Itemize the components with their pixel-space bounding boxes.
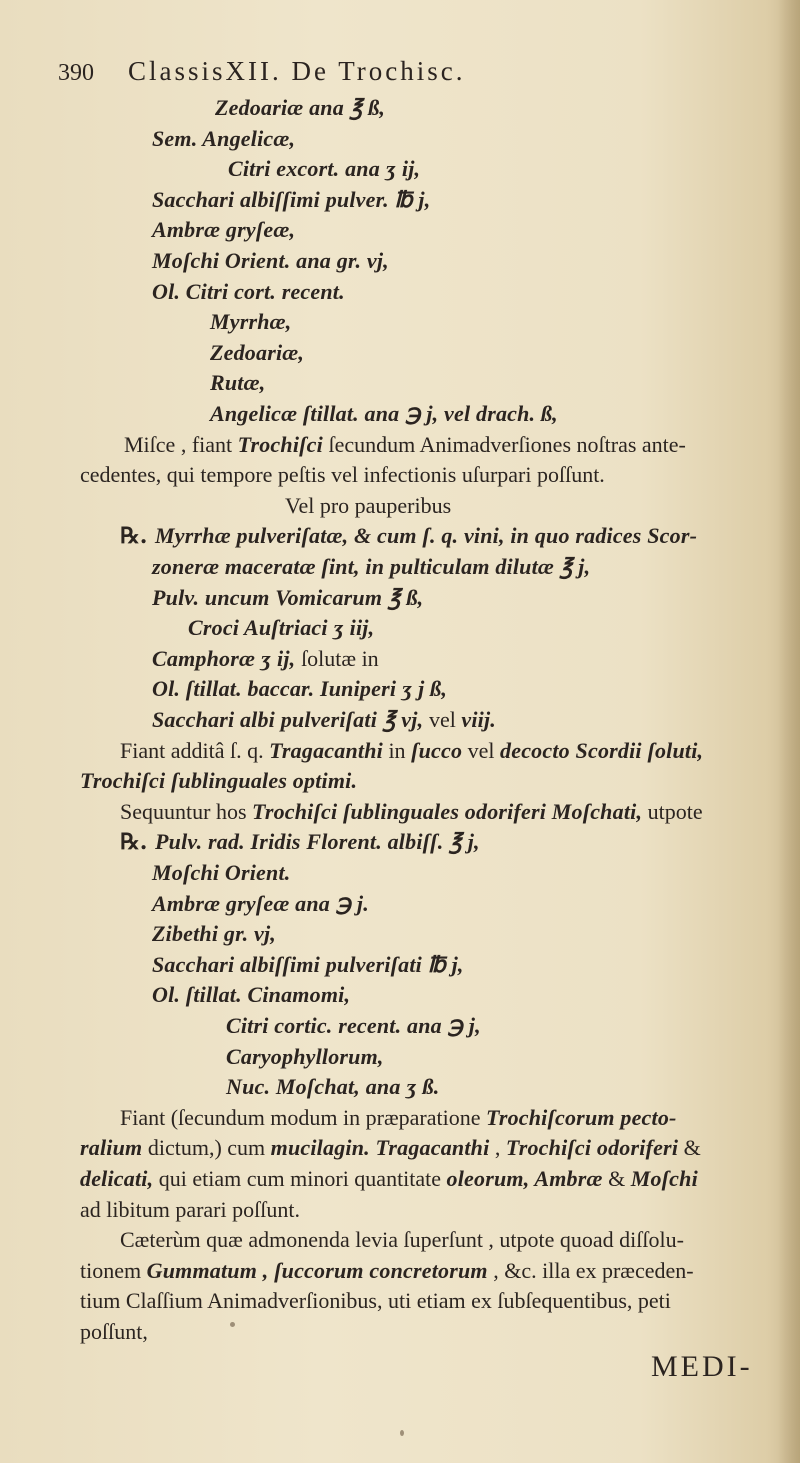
roman-text: Cæterùm quæ admonenda levia ſuperſunt , utpote quoad diſſolu-: [120, 1227, 684, 1252]
ink-spot: [400, 1430, 404, 1436]
italic-text: Moſchi: [630, 1166, 698, 1191]
italic-text: Moſchi Orient. ana gr. vj,: [152, 248, 389, 273]
italic-text: Rutæ,: [210, 370, 266, 395]
italic-text: Trochiſci odoriferi: [505, 1135, 679, 1160]
roman-text: ſecundum Animadverſiones noſtras ante-: [322, 432, 686, 457]
italic-text: Citri cortic. recent. ana ℈ j,: [226, 1013, 481, 1038]
text-line: [152, 124, 295, 154]
italic-text: mucilagin. Tragacanthi: [270, 1135, 490, 1160]
text-line: [152, 889, 369, 919]
italic-text: Caryophyllorum,: [226, 1044, 384, 1069]
roman-text: vel: [462, 738, 501, 763]
italic-text: Trochiſcorum pecto-: [486, 1105, 677, 1130]
italic-text: Zedoariæ,: [210, 340, 305, 365]
roman-text: Vel pro pauperibus: [285, 493, 452, 518]
text-line: [152, 644, 379, 674]
text-line: [152, 950, 464, 980]
roman-text: in: [382, 738, 412, 763]
text-line: [210, 368, 265, 398]
italic-text: Trochiſci: [237, 432, 323, 457]
text-line: [226, 1011, 481, 1041]
italic-text: Moſchi Orient.: [152, 860, 291, 885]
italic-text: Zibethi gr. vj,: [152, 921, 276, 946]
text-line: [210, 399, 558, 429]
italic-text: Trochiſci ſublinguales odoriferi Moſchati,: [252, 799, 643, 824]
text-line: [152, 215, 295, 245]
text-line: [120, 797, 703, 827]
italic-text: delicati,: [80, 1166, 154, 1191]
text-line: [228, 154, 420, 184]
text-line: [226, 1042, 384, 1072]
text-line: [152, 674, 447, 704]
italic-text: oleorum, Ambræ: [446, 1166, 603, 1191]
italic-text: Sacchari albiſſimi pulver. ℔ j,: [152, 187, 431, 212]
text-line: [215, 93, 385, 123]
italic-text: Croci Auſtriaci ʒ iij,: [188, 615, 375, 640]
italic-text: Sacchari albiſſimi pulveriſati ℔ j,: [152, 952, 464, 977]
text-line: [152, 919, 276, 949]
italic-text: Myrrhæ pulveriſatæ, & cum ſ. q. vini, in quo radices Scor-: [155, 523, 698, 548]
italic-text: decocto Scordii ſoluti,: [500, 738, 704, 763]
roman-text: , &c. illa ex præceden-: [487, 1258, 694, 1283]
italic-text: Gummatum , ſuccorum concretorum: [146, 1258, 488, 1283]
ink-spot: [230, 1322, 235, 1327]
text-line: [152, 980, 350, 1010]
text-line: [210, 307, 291, 337]
italic-text: Ambræ gryſeæ,: [152, 217, 296, 242]
italic-text: zoneræ maceratæ ſint, in pulticulam dilutæ ℥ j,: [152, 554, 591, 579]
page-number: 390: [58, 60, 94, 86]
text-line: [226, 1072, 439, 1102]
italic-text: Sacchari albi pulveriſati ℥ vj,: [152, 707, 429, 732]
text-line: [80, 1133, 701, 1163]
text-line: [120, 827, 480, 857]
text-line: [152, 185, 430, 215]
italic-text: Citri excort. ana ʒ ij,: [228, 156, 421, 181]
text-line: [210, 338, 304, 368]
text-line: [120, 521, 697, 551]
roman-text: utpote: [642, 799, 703, 824]
roman-text: poſſunt,: [80, 1319, 148, 1344]
italic-text: Ol. Citri cort. recent.: [152, 279, 345, 304]
text-line: [120, 736, 703, 766]
text-line: [188, 613, 374, 643]
roman-text: cedentes, qui tempore peſtis vel infectionis uſurpari poſſunt.: [80, 462, 605, 487]
text-line: [80, 1286, 671, 1316]
italic-text: Myrrhæ,: [210, 309, 292, 334]
roman-text: ſolutæ in: [301, 646, 379, 671]
text-line: [152, 583, 423, 613]
roman-text: Sequuntur hos: [120, 799, 252, 824]
roman-text: tium Claſſium Animadverſionibus, uti etiam ex ſubſequentibus, peti: [80, 1288, 671, 1313]
text-line: [285, 491, 451, 521]
italic-text: Sem. Angelicæ,: [152, 126, 296, 151]
text-line: [152, 277, 345, 307]
roman-text: Miſce , fiant: [124, 432, 238, 457]
roman-text: qui etiam cum minori quantitate: [153, 1166, 447, 1191]
text-line: [120, 1103, 677, 1133]
roman-text: &: [602, 1166, 631, 1191]
italic-text: Ol. ſtillat. Cinamomi,: [152, 982, 351, 1007]
text-line: [80, 1164, 698, 1194]
roman-text: Fiant additâ ſ. q.: [120, 738, 270, 763]
italic-text: Camphoræ ʒ ij,: [152, 646, 302, 671]
italic-text: Pulv. uncum Vomicarum ℥ ß,: [152, 585, 424, 610]
italic-text: Trochiſci ſublinguales optimi.: [80, 768, 358, 793]
text-line: [80, 1317, 148, 1347]
italic-text: Tragacanthi: [269, 738, 383, 763]
roman-text: dictum,) cum: [142, 1135, 271, 1160]
roman-text: &: [678, 1135, 701, 1160]
text-line: [152, 552, 590, 582]
recipe-symbol: ℞.: [120, 829, 156, 855]
italic-text: Angelicæ ſtillat. ana ℈ j, vel drach. ß,: [210, 401, 558, 426]
text-line: [80, 460, 605, 490]
italic-text: Pulv. rad. Iridis Florent. albiſſ. ℥ j,: [155, 829, 480, 854]
italic-text: Ol. ſtillat. baccar. Iuniperi ʒ j ß,: [152, 676, 448, 701]
italic-text: Nuc. Moſchat, ana ʒ ß.: [226, 1074, 440, 1099]
roman-text: tionem: [80, 1258, 147, 1283]
recipe-symbol: ℞.: [120, 523, 156, 549]
text-line: [120, 1225, 684, 1255]
italic-text: viij.: [461, 707, 496, 732]
text-line: [124, 430, 686, 460]
text-line: [152, 705, 496, 735]
text-line: [80, 766, 357, 796]
italic-text: Ambræ gryſeæ ana ℈ j.: [152, 891, 369, 916]
italic-text: ſucco: [411, 738, 463, 763]
italic-text: ralium: [80, 1135, 143, 1160]
text-line: [152, 858, 290, 888]
text-line: [80, 1195, 300, 1225]
roman-text: vel: [429, 707, 462, 732]
catchword: MEDI-: [651, 1350, 753, 1383]
roman-text: Fiant (ſecundum modum in præparatione: [120, 1105, 486, 1130]
italic-text: Zedoariæ ana ℥ ß,: [215, 95, 386, 120]
running-header: [58, 56, 466, 88]
text-line: [80, 1256, 694, 1286]
roman-text: ,: [489, 1135, 506, 1160]
running-title: ClassisXII. De Trochisc.: [128, 56, 466, 86]
roman-text: ad libitum parari poſſunt.: [80, 1197, 300, 1222]
text-line: [152, 246, 389, 276]
